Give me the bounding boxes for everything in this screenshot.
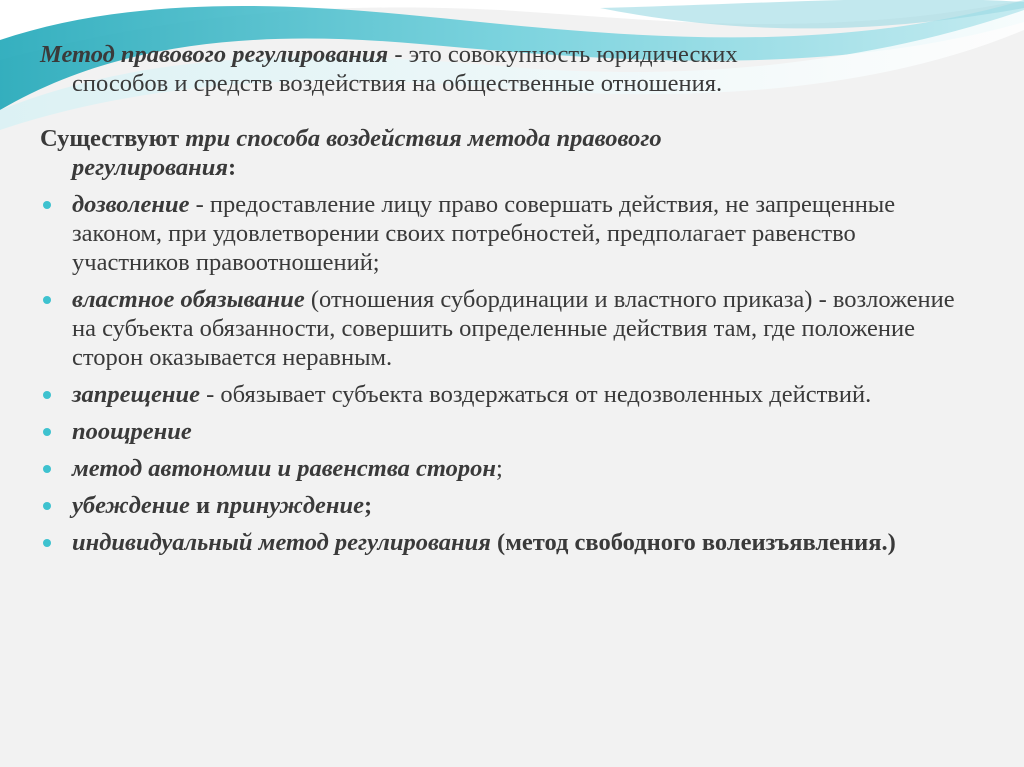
methods-heading-lead: Существуют (40, 125, 180, 152)
method-term: властное обязывание (72, 286, 305, 313)
method-term: метод автономии и равенства сторон (72, 455, 496, 482)
method-text: - предоставление лицу право совершать действия, не запрещенные законом, при удовлетворении своих потребностей, предполагает равенство участников правоотношений; (72, 191, 896, 276)
method-text: (отношения субординации и властного приказа) - возложение на субъекта обязанности, совершить определенные действия там, где положение сторон оказывается неравным. (72, 286, 955, 371)
methods-heading-phrase: три способа воздействия метода правового (179, 125, 662, 152)
method-term-2: принуждение (216, 492, 365, 519)
intro-text-line1: - это совокупность юридических (388, 41, 738, 68)
methods-heading (40, 124, 975, 182)
intro-paragraph (40, 40, 975, 98)
methods-heading-colon: : (227, 154, 237, 181)
bullet-dot-icon (43, 428, 51, 436)
list-item (40, 285, 975, 372)
bullet-dot-icon (43, 201, 51, 209)
bullet-dot-icon (43, 465, 51, 473)
method-text: - обязывает субъекта воздержаться от недозволенных действий. (199, 381, 872, 408)
method-term: индивидуальный метод регулирования (72, 529, 491, 556)
method-term: убеждение (72, 492, 190, 519)
intro-text-line2: способов и средств воздействия на общественные отношения. (72, 70, 723, 97)
methods-list (40, 190, 975, 557)
method-text: и (189, 492, 217, 519)
intro-term: Метод правового регулирования (40, 41, 389, 68)
bullet-dot-icon (43, 296, 51, 304)
slide-content (40, 40, 975, 557)
bullet-dot-icon (43, 391, 51, 399)
method-text: ; (495, 455, 503, 482)
list-item (40, 454, 975, 483)
method-term: запрещение (72, 381, 200, 408)
method-text-2: ; (364, 492, 373, 519)
bullet-dot-icon (43, 502, 51, 510)
list-item (40, 380, 975, 409)
list-item (40, 190, 975, 277)
list-item (40, 491, 975, 520)
methods-heading-phrase-cont: регулирования (72, 154, 228, 181)
list-item (40, 528, 975, 557)
method-text: (метод свободного волеизъявления.) (490, 529, 896, 556)
list-item (40, 417, 975, 446)
bullet-dot-icon (43, 539, 51, 547)
method-term: поощрение (72, 418, 192, 445)
method-term: дозволение (72, 191, 190, 218)
